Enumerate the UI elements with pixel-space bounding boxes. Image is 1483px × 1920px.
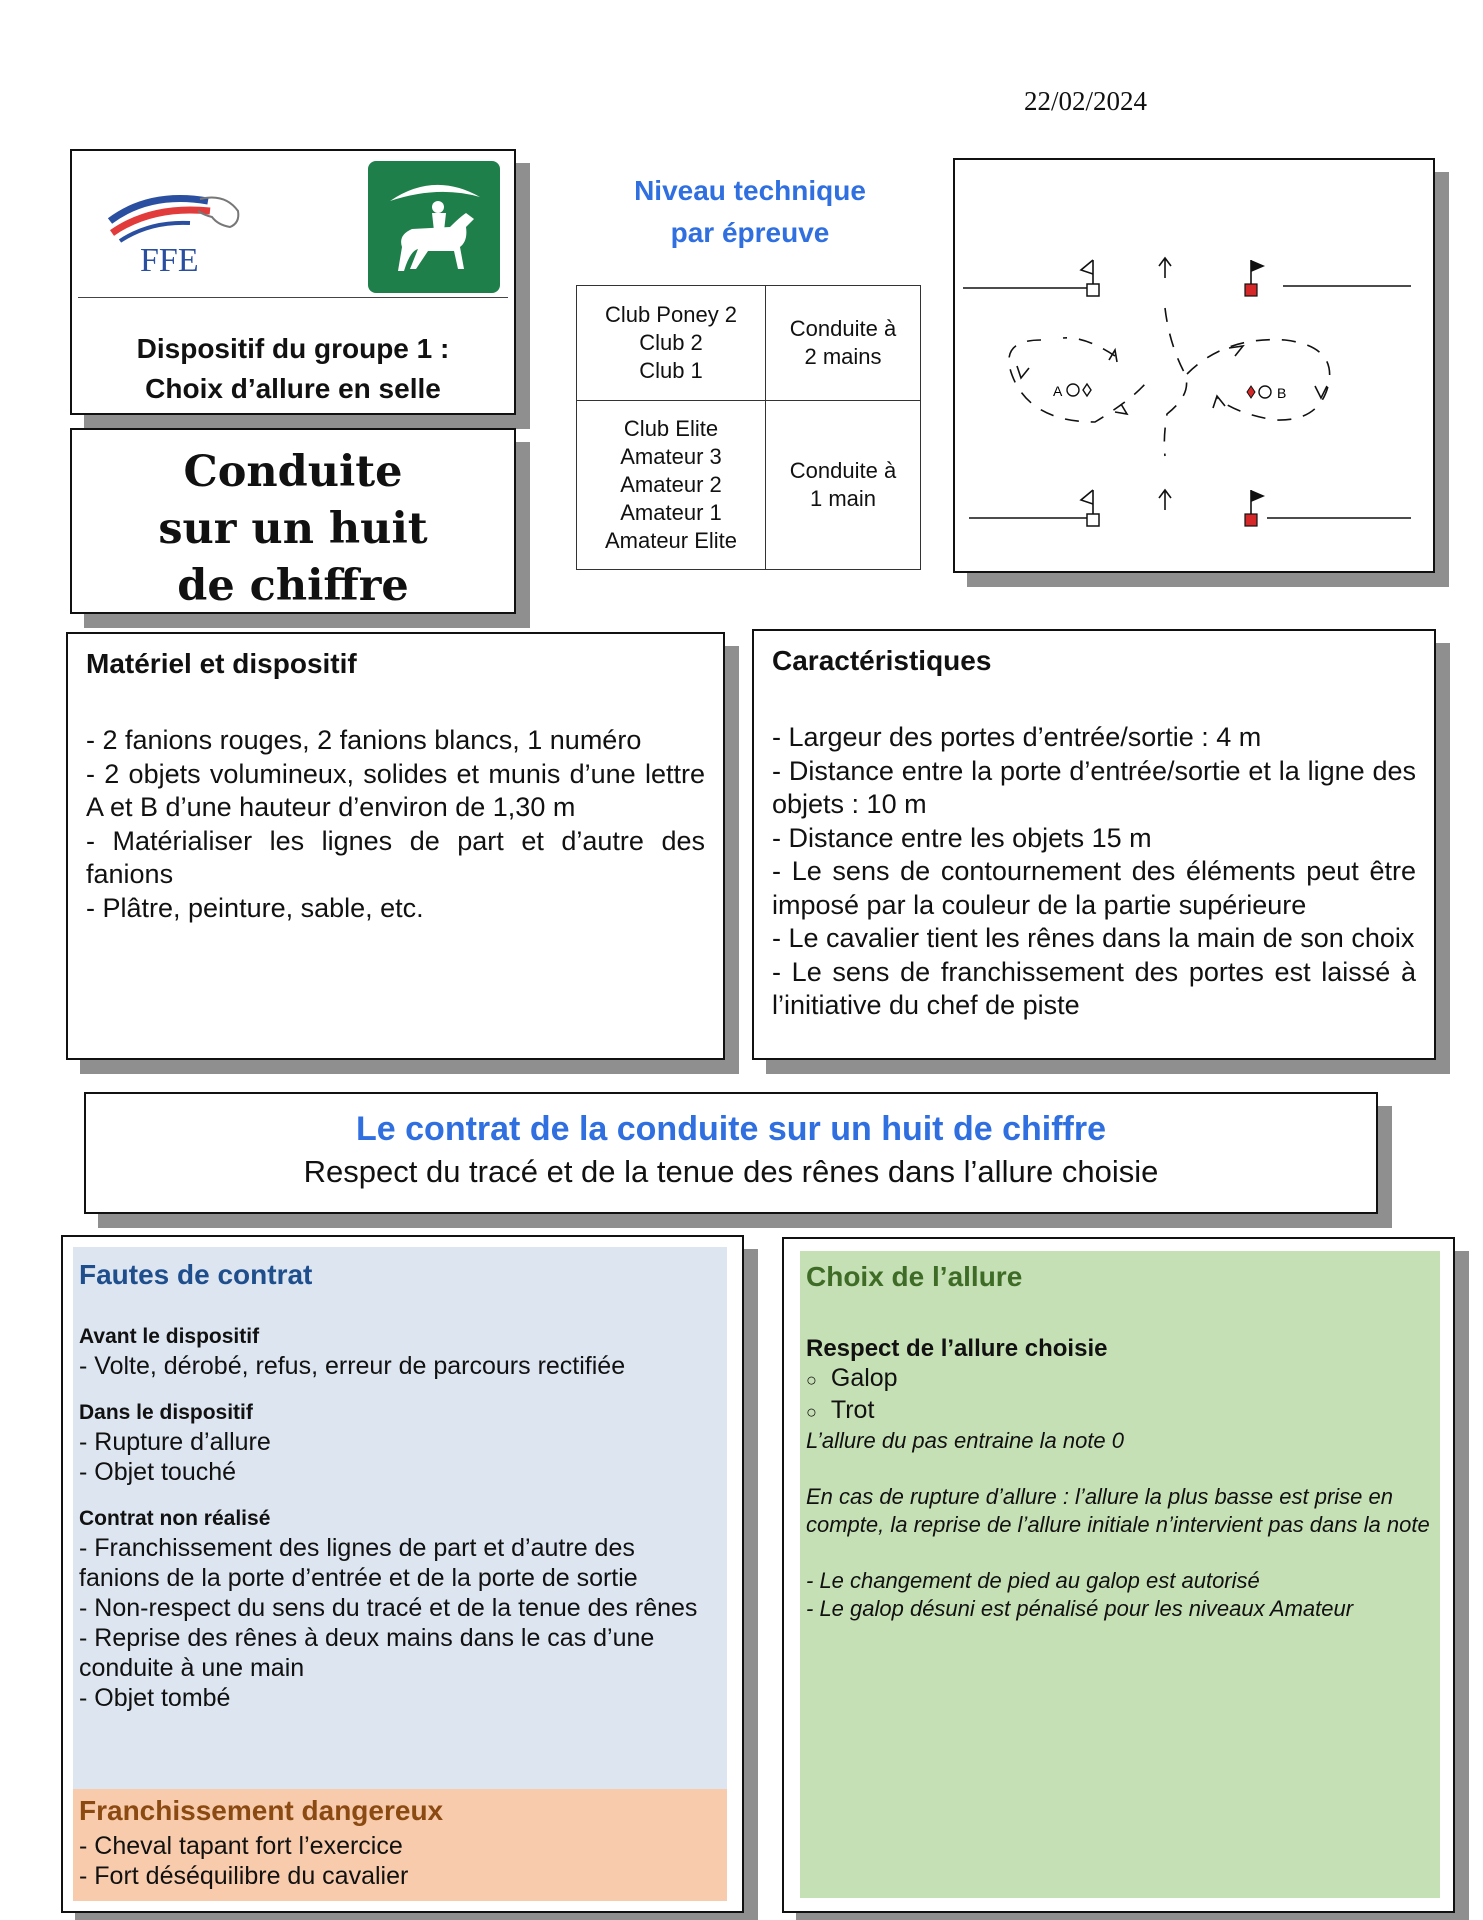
option-galop: ○ Galop [806, 1364, 898, 1392]
contrat-title: Le contrat de la conduite sur un huit de chiffre [356, 1110, 1106, 1148]
choix-title: Choix de l’allure [806, 1261, 1023, 1292]
list-item: - Distance entre les objets 15 m [772, 822, 1152, 853]
main-title: Conduite sur un huit de chiffre [158, 447, 428, 611]
object-b-label: B [1277, 385, 1287, 401]
table-row [577, 286, 921, 401]
list-item: - Matérialiser les lignes de part et d’autre des fanions [86, 825, 705, 889]
fautes-section [73, 1247, 727, 1789]
conduite-cell: Conduite à 2 mains [766, 286, 921, 401]
choix-panel [782, 1237, 1455, 1913]
list-item: - Reprise des rênes à deux mains dans le cas d’une conduite à une main [79, 1624, 655, 1682]
bullet-circle-icon: ○ [806, 1402, 817, 1422]
contrat-box [84, 1092, 1378, 1214]
conduite-cell: Conduite à 1 main [766, 401, 921, 570]
section-heading: Avant le dispositif [79, 1325, 260, 1348]
list-item: - Non-respect du sens du tracé et de la tenue des rênes [79, 1594, 698, 1622]
section-heading: Respect de l’allure choisie [806, 1335, 1108, 1362]
bullet-circle-icon: ○ [806, 1370, 817, 1390]
list-item: - 2 fanions rouges, 2 fanions blancs, 1 numéro [86, 725, 642, 755]
equitation-logo [368, 161, 500, 293]
section-heading: Contrat non réalisé [79, 1507, 271, 1530]
caracteristiques-panel [752, 629, 1436, 1060]
main-title-box [70, 428, 516, 614]
materiel-list [86, 724, 705, 925]
fautes-title: Fautes de contrat [79, 1259, 313, 1290]
ffe-logo-text: FFE [140, 242, 199, 279]
level-table [576, 285, 921, 570]
list-item: - Cheval tapant fort l’exercice [79, 1832, 403, 1860]
franchissement-section [73, 1789, 727, 1901]
fautes-panel [61, 1235, 744, 1913]
level-groups-cell: Club Poney 2 Club 2 Club 1 [577, 286, 766, 401]
list-item: - Largeur des portes d’entrée/sortie : 4 m [772, 722, 1262, 752]
materiel-panel [66, 632, 725, 1060]
list-item: - Le cavalier tient les rênes dans la main de son choix [772, 923, 1415, 953]
list-item: - Franchissement des lignes de part et d’autre des fanions de la porte d’entrée et de la porte de sortie [79, 1534, 638, 1592]
contrat-subtitle: Respect du tracé et de la tenue des rênes dans l’allure choisie [303, 1154, 1159, 1189]
list-item: - Fort déséquilibre du cavalier [79, 1862, 409, 1890]
document-date: 22/02/2024 [1023, 86, 1147, 116]
materiel-title: Matériel et dispositif [86, 648, 357, 679]
level-groups-cell: Club Elite Amateur 3 Amateur 2 Amateur 1 Amateur Elite [577, 401, 766, 570]
course-diagram [953, 158, 1435, 573]
note-rupture: En cas de rupture d’allure : l’allure la plus basse est prise en compte, la reprise de l’allure initiale n’intervient pas dans la note [806, 1484, 1430, 1537]
list-item: - Plâtre, peinture, sable, etc. [86, 892, 424, 923]
list-item: - Objet tombé [79, 1684, 231, 1712]
table-row [577, 401, 921, 570]
list-item: - Le changement de pied au galop est autorisé [806, 1568, 1260, 1593]
note-pas: L’allure du pas entraine la note 0 [806, 1428, 1125, 1453]
list-item: - Objet touché [79, 1458, 237, 1486]
caracteristiques-title: Caractéristiques [772, 645, 992, 676]
list-item: - Volte, dérobé, refus, erreur de parcours rectifiée [79, 1352, 626, 1380]
option-trot: ○ Trot [806, 1396, 875, 1424]
franchissement-title: Franchissement dangereux [79, 1795, 444, 1826]
caracteristiques-list [772, 721, 1416, 1023]
list-item: - Le sens de franchissement des portes est laissé à l’initiative du chef de piste [772, 956, 1416, 1020]
choix-section [800, 1251, 1440, 1898]
list-item: - Rupture d’allure [79, 1428, 271, 1456]
list-item: - Distance entre la porte d’entrée/sortie et la ligne des objets : 10 m [772, 755, 1416, 819]
group-title: Dispositif du groupe 1 : Choix d’allure en selle [136, 333, 450, 404]
list-item: - 2 objets volumineux, solides et munis d’une lettre A et B d’une hauteur d’environ de 1,30 m [86, 758, 705, 822]
ffe-logo [90, 171, 260, 281]
niveau-technique-title: Niveau technique par épreuve [634, 175, 866, 248]
object-a-label: A [1053, 383, 1063, 399]
list-item: - Le galop désuni est pénalisé pour les niveaux Amateur [806, 1596, 1354, 1621]
list-item: - Le sens de contournement des éléments peut être imposé par la couleur de la partie supérieure [772, 856, 1416, 920]
section-heading: Dans le dispositif [79, 1401, 253, 1424]
header-box [70, 149, 516, 415]
